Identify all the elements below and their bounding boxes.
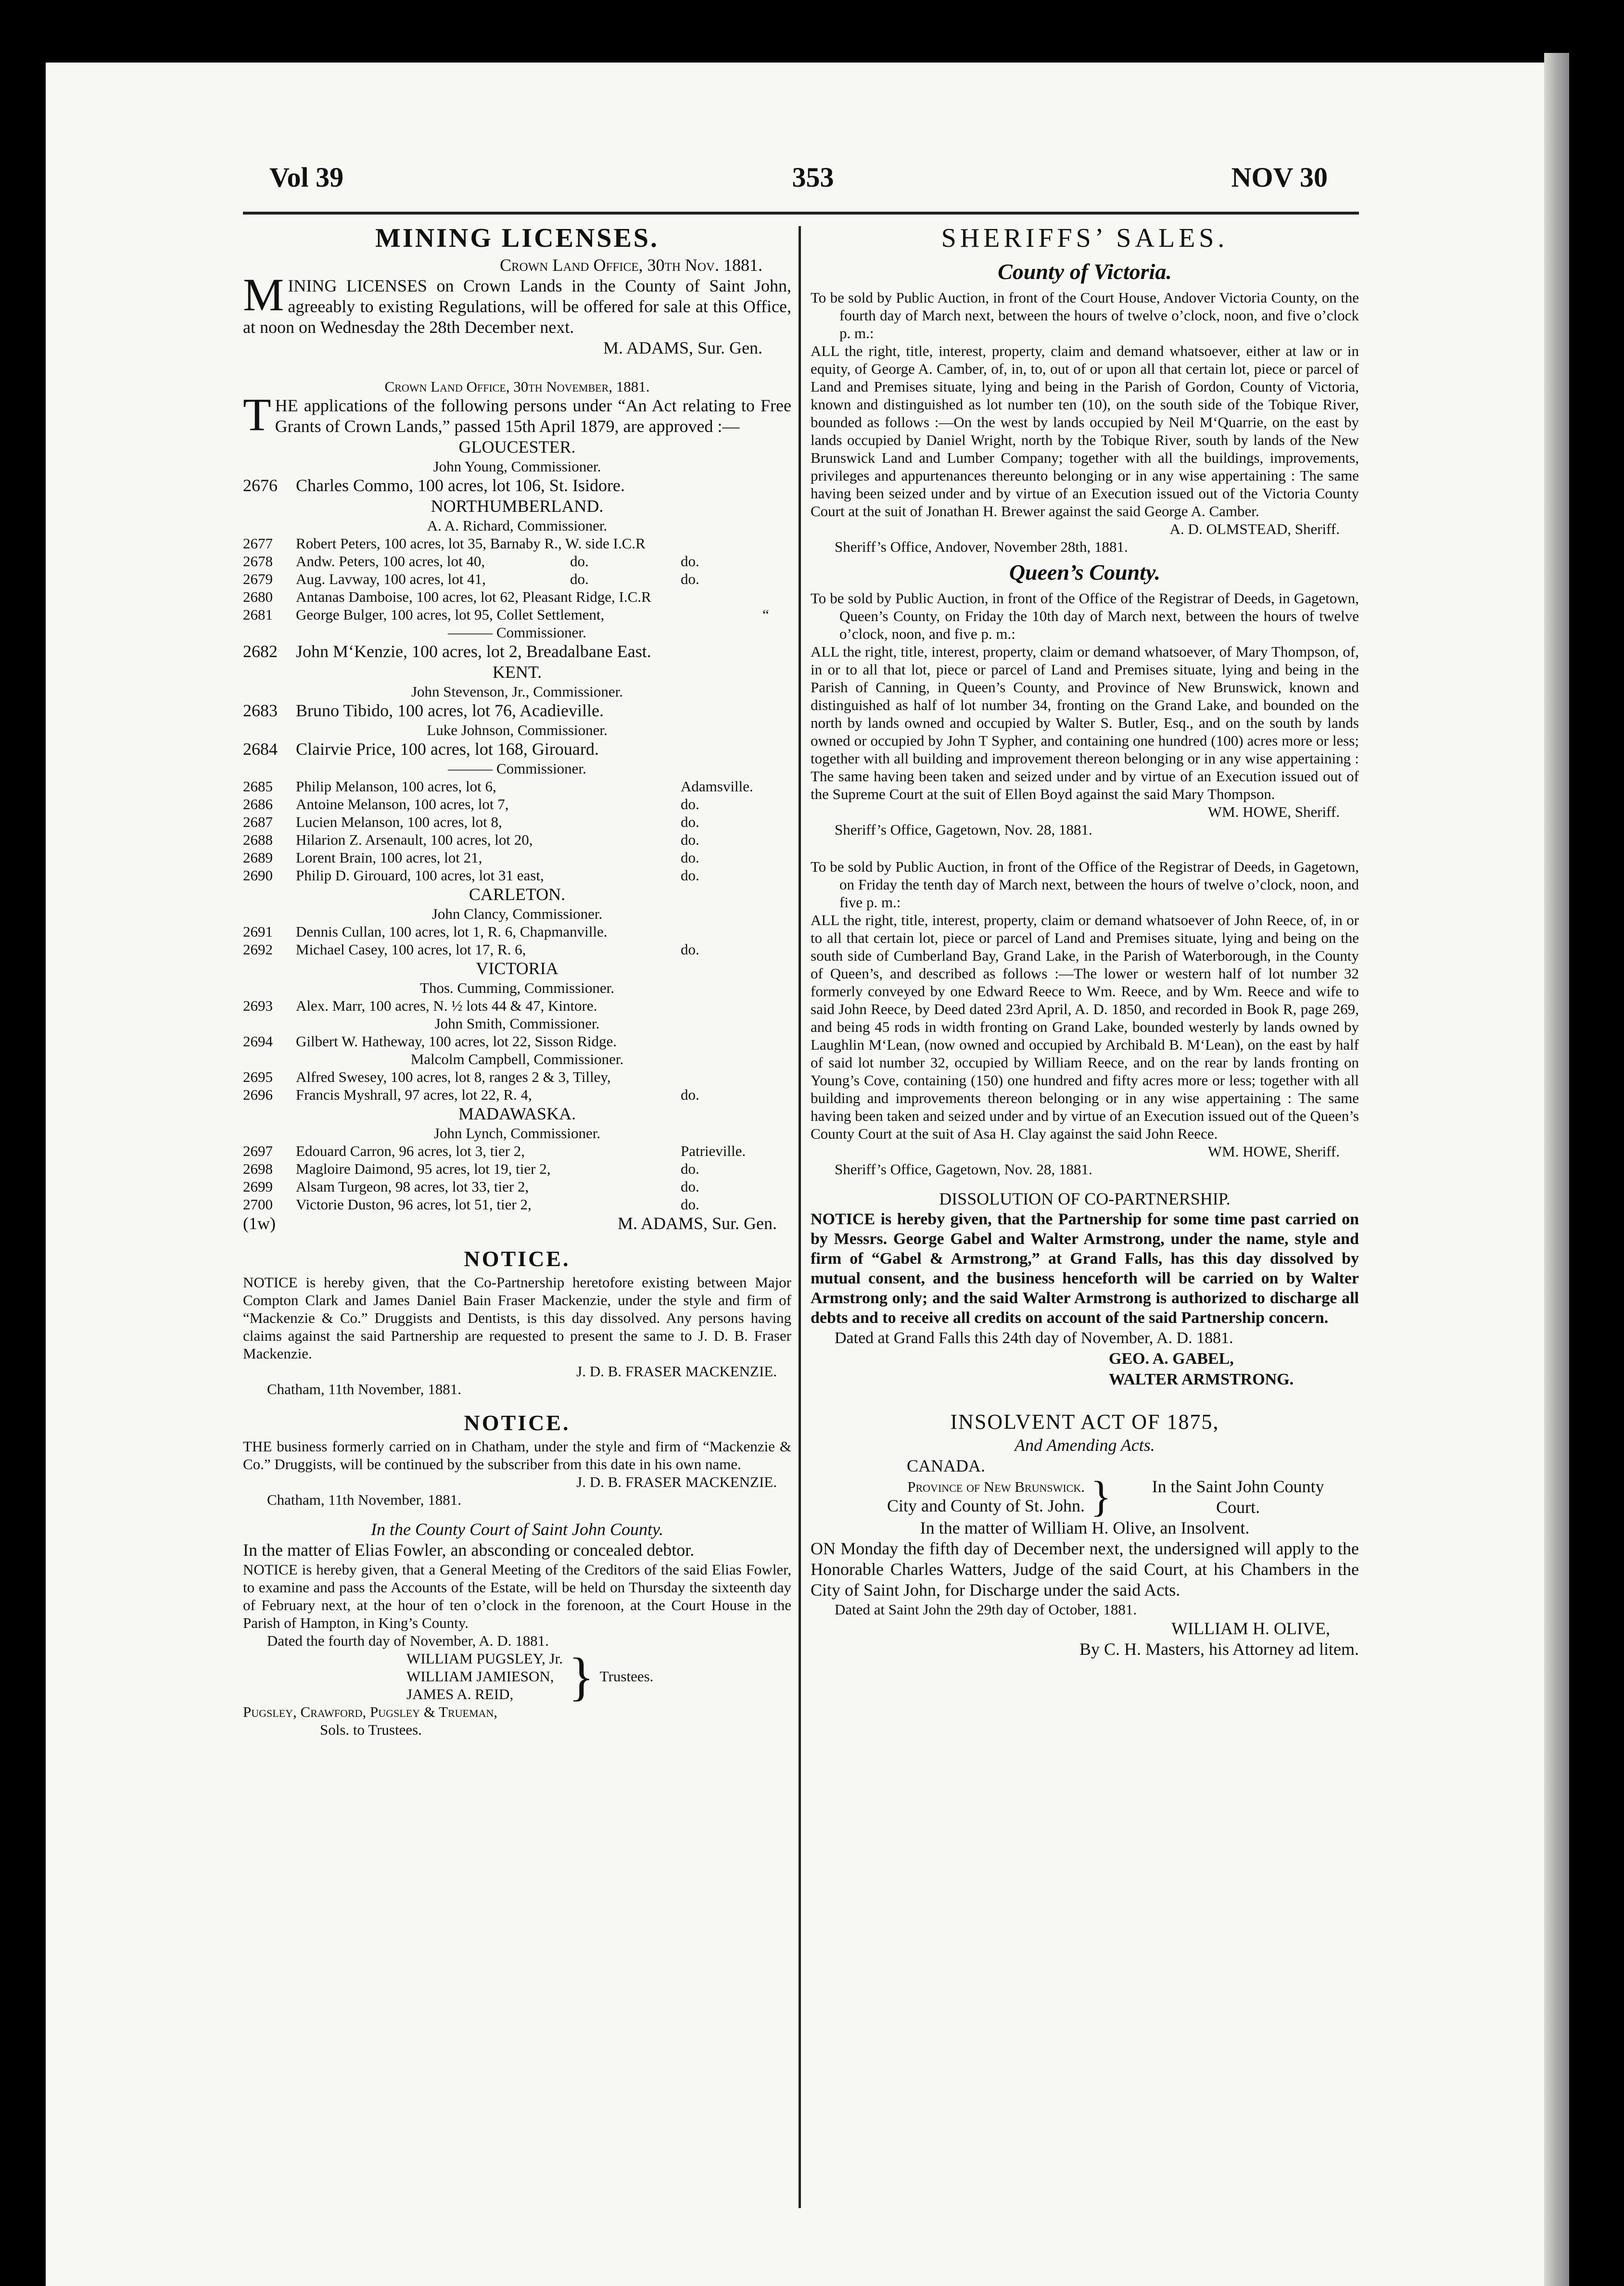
grant-number: 2684 xyxy=(243,739,278,759)
county-heading: KENT. xyxy=(492,662,542,682)
dateline: Dated the fourth day of November, A. D. 1881. xyxy=(267,1632,549,1649)
sale-intro: To be sold by Public Auction, in front of the Office of the Registrar of Deeds, in Gagetown, on Friday the tenth day of March next, between the hours of twelve o’clock, noon, and five p. m.: xyxy=(811,858,1359,911)
issue-date: NOV 30 xyxy=(1231,162,1328,193)
county-heading: NORTHUMBERLAND. xyxy=(431,496,604,516)
signature-row xyxy=(243,1213,791,1234)
solicitors: Pugsley, Crawford, Pugsley & Trueman, xyxy=(243,1703,498,1720)
grant-number: 2691 xyxy=(243,923,273,940)
grants-paragraph: THE applications of the following persons under “An Act relating to Free Grants of Crown Lands,” passed 15th April 1879, are approved :— xyxy=(243,389,791,440)
grant-row xyxy=(243,700,791,721)
insolvent-matter: In the matter of William H. Olive, an Insolvent. xyxy=(920,1518,1250,1537)
grant-text: Magloire Daimond, 95 acres, lot 19, tier 2, xyxy=(296,1160,551,1177)
grant-row xyxy=(243,588,791,606)
sale-intro: To be sold by Public Auction, in front of the Office of the Registrar of Deeds, in Gagetown, Queen’s County, on Friday the 10th day of March next, between the hours of twelve o’clock, noon, and five p. m.: xyxy=(811,590,1359,642)
ditto: do. xyxy=(681,1196,699,1213)
county-heading: Queen’s County. xyxy=(1009,560,1161,584)
grant-text: Victorie Duston, 96 acres, lot 51, tier 2, xyxy=(296,1196,532,1213)
grant-text: Edouard Carron, 96 acres, lot 3, tier 2, xyxy=(296,1143,525,1159)
grant-number: 2697 xyxy=(243,1143,273,1159)
grant-row xyxy=(243,813,791,831)
commissioner: ——— Commissioner. xyxy=(448,624,586,641)
grant-row xyxy=(243,1195,791,1213)
signature: M. ADAMS, Sur. Gen. xyxy=(603,338,762,357)
attorney-line: By C. H. Masters, his Attorney ad litem. xyxy=(1079,1639,1359,1659)
signature: M. ADAMS, Sur. Gen. xyxy=(617,1214,777,1233)
dissolution-title: DISSOLUTION OF CO-PARTNERSHIP. xyxy=(939,1189,1231,1208)
grant-row xyxy=(243,739,791,760)
commissioner: John Smith, Commissioner. xyxy=(434,1015,600,1032)
ditto: do. xyxy=(681,941,699,958)
jurisdiction-block xyxy=(811,1473,1359,1521)
trustee-name: JAMES A. REID, xyxy=(406,1686,514,1702)
commissioner: John Lynch, Commissioner. xyxy=(433,1125,601,1142)
trustees-block xyxy=(243,1647,791,1706)
commissioner: Malcolm Campbell, Commissioner. xyxy=(410,1051,624,1067)
signature: J. D. B. FRASER MACKENZIE. xyxy=(576,1473,777,1490)
mining-title: MINING LICENSES. xyxy=(375,223,659,253)
insolvent-subtitle: And Amending Acts. xyxy=(1015,1435,1155,1455)
grant-number: 2693 xyxy=(243,997,273,1014)
page-header xyxy=(269,161,1328,209)
ditto: do. xyxy=(681,813,699,830)
commissioner: A. A. Richard, Commissioner. xyxy=(427,517,608,534)
grant-row xyxy=(243,777,791,795)
commissioner: John Young, Commissioner. xyxy=(433,458,601,475)
county-heading: CARLETON. xyxy=(469,885,566,904)
sheriff-signature: WM. HOWE, Sheriff. xyxy=(1207,1143,1340,1160)
notice-body: THE business formerly carried on in Chatham, under the style and firm of “Mackenzie & Co.” Druggists, will be continued by the subscriber from this date in his own name. xyxy=(243,1438,791,1473)
sheriff-signature: WM. HOWE, Sheriff. xyxy=(1207,803,1340,820)
grant-text: Alex. Marr, 100 acres, N. ½ lots 44 & 47, Kintore. xyxy=(296,997,597,1014)
grant-number: 2690 xyxy=(243,867,273,884)
grant-row xyxy=(243,1178,791,1195)
grant-text: Alfred Swesey, 100 acres, lot 8, ranges 2 & 3, Tilley, xyxy=(296,1068,611,1085)
ditto: do. xyxy=(681,1086,699,1103)
grant-text: Gilbert W. Hatheway, 100 acres, lot 22, Sisson Ridge. xyxy=(296,1033,617,1050)
county-heading: VICTORIA xyxy=(476,959,558,978)
county-heading: GLOUCESTER. xyxy=(458,437,576,457)
grant-row xyxy=(243,475,791,496)
grant-number: 2698 xyxy=(243,1160,273,1177)
grant-row xyxy=(243,1142,791,1160)
sale-intro: To be sold by Public Auction, in front of the Court House, Andover Victoria County, on the fourth day of March next, between the hours of twelve o’clock, noon, and five o’clock p. m.: xyxy=(811,289,1359,342)
grant-text: Clairvie Price, 100 acres, lot 168, Girouard. xyxy=(296,739,599,759)
grant-text: Michael Casey, 100 acres, lot 17, R. 6, xyxy=(296,941,526,958)
grant-text: Robert Peters, 100 acres, lot 35, Barnaby R., W. side I.C.R xyxy=(296,535,646,552)
grant-row xyxy=(243,1068,791,1086)
ditto: Patrieville. xyxy=(681,1143,746,1159)
dateline: Chatham, 11th November, 1881. xyxy=(267,1491,461,1508)
ditto: do. xyxy=(681,867,699,884)
dateline: Dated at Saint John the 29th day of October, 1881. xyxy=(835,1601,1137,1618)
city-line: City and County of St. John. xyxy=(887,1496,1085,1515)
grant-text: George Bulger, 100 acres, lot 95, Collet Settlement, xyxy=(296,606,605,623)
commissioner: John Stevenson, Jr., Commissioner. xyxy=(411,683,623,700)
grant-text: Antoine Melanson, 100 acres, lot 7, xyxy=(296,796,509,813)
grant-text: Lucien Melanson, 100 acres, lot 8, xyxy=(296,813,502,830)
grant-row xyxy=(243,1032,791,1050)
signature: GEO. A. GABEL, xyxy=(1109,1350,1234,1368)
page-edge xyxy=(1544,53,1569,2286)
grant-text: Dennis Cullan, 100 acres, lot 1, R. 6, Chapmanville. xyxy=(296,923,608,940)
ditto: do. xyxy=(681,831,699,848)
ditto: do. xyxy=(570,571,589,587)
ditto: do. xyxy=(681,796,699,813)
grant-number: 2677 xyxy=(243,535,273,552)
grant-number: 2696 xyxy=(243,1086,273,1103)
dateline: Chatham, 11th November, 1881. xyxy=(267,1381,461,1397)
court-title: In the County Court of Saint John County. xyxy=(371,1520,663,1539)
grant-text: Lorent Brain, 100 acres, lot 21, xyxy=(296,849,482,866)
grant-number: 2679 xyxy=(243,571,273,587)
signature: WILLIAM H. OLIVE, xyxy=(1171,1619,1330,1638)
grant-number: 2678 xyxy=(243,553,273,570)
mining-paragraph: MINING LICENSES on Crown Lands in the County of Saint John, agreeably to existing Regulations, will be offered for sale at this Office, at noon on Wednesday the 28th December next. xyxy=(243,269,791,337)
province-line: Province of New Brunswick. xyxy=(907,1478,1085,1495)
county-heading: MADAWASKA. xyxy=(458,1104,576,1123)
grant-row xyxy=(243,940,791,958)
signature: J. D. B. FRASER MACKENZIE. xyxy=(576,1363,777,1380)
commissioner: ——— Commissioner. xyxy=(448,760,586,777)
brace: } xyxy=(568,1647,594,1706)
trustee-name: WILLIAM JAMIESON, xyxy=(406,1668,554,1685)
ditto: do. xyxy=(681,849,699,866)
sheriff-signature: A. D. OLMSTEAD, Sheriff. xyxy=(1169,521,1340,537)
sale-body: ALL the right, title, interest, property, claim or demand whatsoever of John Reece, of, in or to all that certain lot, piece or parcel of Land and Premises situate, lying and being on the south side of Cumberland Bay, Grand Lake, in the Parish of Waterborough, in the County of Queen’s, and described as follows :—The lower or western half of lot number 32 formerly conveyed by one Edward Reece to Wm. Reece, and by Wm. Reece and wife to said John Reece, by Deed dated 23rd April, A. D. 1850, and recorded in Book R, page 269, and being 45 rods in width fronting on Grand Lake, bounded westerly by lands owned by Laughlin M‘Lean, (now owned and occupied by Archibald B. M‘Lean), on the east by half of said lot number 32, occupied by William Reece, and on the rear by lands fronting on Young’s Cove, containing (150) one hundred and fifty acres more or less; together with all building and improvements thereon belonging or in any wise appertaining : The same having been taken and seized under and by virtue of an Execution issued out of the Queen’s County Court at the suit of Asa H. Clay against the said John Reece. xyxy=(811,912,1359,1142)
grant-text: Philip D. Girouard, 100 acres, lot 31 east, xyxy=(296,867,544,884)
insertion-mark: (1w) xyxy=(243,1214,276,1233)
grant-number: 2699 xyxy=(243,1178,273,1195)
grant-row xyxy=(243,570,791,588)
grant-text: Alsam Turgeon, 98 acres, lot 33, tier 2, xyxy=(296,1178,529,1195)
grant-number: 2680 xyxy=(243,588,273,605)
grant-number: 2700 xyxy=(243,1196,273,1213)
sale-body: ALL the right, title, interest, property, claim or demand whatsoever, of Mary Thompson, of, in or to all that lot, piece or parcel of Land and Premises situate, lying and being in the Parish of Canning, in Queen’s County, and Province of New Brunswick, known and distinguished as half of lot number 34, fronting on the Grand Lake, and bounded on the north by lands owned and occupied by Walter S. Butler, Esq., and on the south by lands owned or occupied by John T Sypher, and containing one hundred (100) acres more or less; together with all building and improvement thereon belonging or in any wise appertaining : The same having been taken and seized under and by virtue of an Execution issued out of the Supreme Court at the suit of Ellen Boyd against the said Mary Thompson. xyxy=(811,643,1359,802)
canada-label: CANADA. xyxy=(907,1456,986,1475)
grant-number: 2694 xyxy=(243,1033,273,1050)
grant-number: 2695 xyxy=(243,1068,273,1085)
solicitors-line: Sols. to Trustees. xyxy=(320,1721,422,1738)
right-column xyxy=(811,221,1359,1660)
grant-text: Philip Melanson, 100 acres, lot 6, xyxy=(296,778,496,795)
ditto: do. xyxy=(570,553,589,570)
header-rule xyxy=(243,212,1359,215)
volume-label: Vol 39 xyxy=(269,162,344,193)
office-dateline: Crown Land Office, 30th Nov. 1881. xyxy=(499,255,762,275)
ditto: do. xyxy=(681,553,699,570)
grant-number: 2682 xyxy=(243,642,278,661)
dateline: Sheriff’s Office, Gagetown, Nov. 28, 1881. xyxy=(835,1161,1092,1178)
court-body: NOTICE is hereby given, that a General Meeting of the Creditors of the said Elias Fowler, to examine and pass the Accounts of the Estate, will be held on Thursday the sixteenth day of February next, at the hour of ten o’clock in the forenoon, at the Court House in the Parish of Hampton, in King’s County. xyxy=(243,1561,791,1631)
grant-text: Bruno Tibido, 100 acres, lot 76, Acadieville. xyxy=(296,701,604,720)
insolvent-body: ON Monday the fifth day of December next, the undersigned will apply to the Honorable Charles Watters, Judge of the said Court, at his Chambers in the City of Saint John, for Discharge under the said Acts. xyxy=(811,1539,1359,1600)
left-column xyxy=(243,221,791,1739)
commissioner: Thos. Cumming, Commissioner. xyxy=(420,979,614,996)
sale-body: ALL the right, title, interest, property, claim and demand whatsoever, either at law or in equity, of George A. Camber, of, in, to, out of or upon all that certain lot, piece or parcel of Land and Premises situate, lying and being in the Parish of Gordon, County of Victoria, known and distinguished as lot number ten (10), on the south side of the Tobique River, bounded as follows :—On the west by lands occupied by Neil M‘Quarrie, on the east by lands occupied by Daniel Wright, north by the Tobique River, south by lands of the New Brunswick Land and Lumber Company; together with all the buildings, improvements, privileges and appurtenances thereunto belonging or in any wise appertaining : The same having been seized under and by virtue of an Execution issued out of the Victoria County Court at the suit of Jonathan H. Brewer against the said George A. Camber. xyxy=(811,343,1359,520)
grant-text: Aug. Lavway, 100 acres, lot 41, xyxy=(296,571,486,587)
insolvent-title: INSOLVENT ACT OF 1875, xyxy=(950,1410,1219,1434)
grant-number: 2692 xyxy=(243,941,273,958)
column-rule xyxy=(799,226,801,2208)
notice-title: NOTICE. xyxy=(464,1246,571,1271)
grant-text: Charles Commo, 100 acres, lot 106, St. Isidore. xyxy=(296,476,625,495)
grant-row xyxy=(243,866,791,884)
grant-row xyxy=(243,997,791,1015)
county-heading: County of Victoria. xyxy=(998,259,1172,284)
grant-text: Hilarion Z. Arsenault, 100 acres, lot 20, xyxy=(296,831,533,848)
ditto: do. xyxy=(681,1160,699,1177)
commissioner: John Clancy, Commissioner. xyxy=(431,905,603,922)
court-line: Court. xyxy=(1216,1498,1260,1517)
ditto: do. xyxy=(681,571,699,587)
dateline: Dated at Grand Falls this 24th day of November, A. D. 1881. xyxy=(835,1329,1233,1347)
grant-number: 2689 xyxy=(243,849,273,866)
grant-row xyxy=(243,534,791,552)
dateline: Sheriff’s Office, Gagetown, Nov. 28, 1881. xyxy=(835,821,1092,838)
grant-number: 2686 xyxy=(243,796,273,813)
grant-number: 2688 xyxy=(243,831,273,848)
grant-number: 2685 xyxy=(243,778,273,795)
grant-text: Antanas Damboise, 100 acres, lot 62, Pleasant Ridge, I.C.R xyxy=(296,588,651,605)
grant-text: Francis Myshrall, 97 acres, lot 22, R. 4, xyxy=(296,1086,532,1103)
court-line: In the Saint John County xyxy=(1152,1477,1324,1496)
page-number: 353 xyxy=(792,162,834,193)
grant-text: Andw. Peters, 100 acres, lot 40, xyxy=(296,553,485,570)
notice-title: NOTICE. xyxy=(464,1410,571,1435)
grant-row xyxy=(243,641,791,662)
dateline: Sheriff’s Office, Andover, November 28th, 1881. xyxy=(835,538,1128,555)
ditto: “ xyxy=(762,606,769,623)
brace: } xyxy=(1091,1473,1112,1521)
grant-text: John M‘Kenzie, 100 acres, lot 2, Breadalbane East. xyxy=(296,642,651,661)
notice-body: NOTICE is hereby given, that the Co-Partnership heretofore existing between Major Compton Clark and James Daniel Bain Fraser Mackenzie, under the style and firm of “Mackenzie & Co.” Druggists and Dentists, is this day dissolved. Any persons having claims against the said Partnership are requested to present the same to J. D. B. Fraser Mackenzie. xyxy=(243,1274,791,1362)
grant-row xyxy=(243,606,791,623)
grant-row xyxy=(243,1086,791,1104)
trustee-name: WILLIAM PUGSLEY, Jr. xyxy=(406,1650,563,1667)
signature: WALTER ARMSTRONG. xyxy=(1109,1371,1294,1388)
ditto: Adamsville. xyxy=(681,778,753,795)
grant-row xyxy=(243,552,791,570)
dissolution-body: NOTICE is hereby given, that the Partnership for some time past carried on by Messrs. George Gabel and Walter Armstrong, under the name, style and firm of “Gabel & Armstrong,” at Grand Falls, has this day dissolved by mutual consent, and the business henceforth will be carried on by Walter Armstrong only; and the said Walter Armstrong is authorized to discharge all debts and to receive all credits on account of the said Partnership concern. xyxy=(811,1210,1359,1327)
office-dateline: Crown Land Office, 30th November, 1881. xyxy=(384,378,650,395)
trustees-label: Trustees. xyxy=(599,1668,654,1685)
grant-row xyxy=(243,849,791,866)
grant-number: 2687 xyxy=(243,813,273,830)
grant-row xyxy=(243,831,791,849)
grant-row xyxy=(243,1160,791,1178)
grant-row xyxy=(243,923,791,940)
grant-row xyxy=(243,795,791,813)
grant-number: 2676 xyxy=(243,476,278,495)
ditto: do. xyxy=(681,1178,699,1195)
court-matter: In the matter of Elias Fowler, an absconding or concealed debtor. xyxy=(243,1540,695,1560)
grant-number: 2683 xyxy=(243,701,278,720)
commissioner: Luke Johnson, Commissioner. xyxy=(427,722,608,738)
sheriffs-title: SHERIFFS’ SALES. xyxy=(941,223,1229,253)
grant-number: 2681 xyxy=(243,606,273,623)
